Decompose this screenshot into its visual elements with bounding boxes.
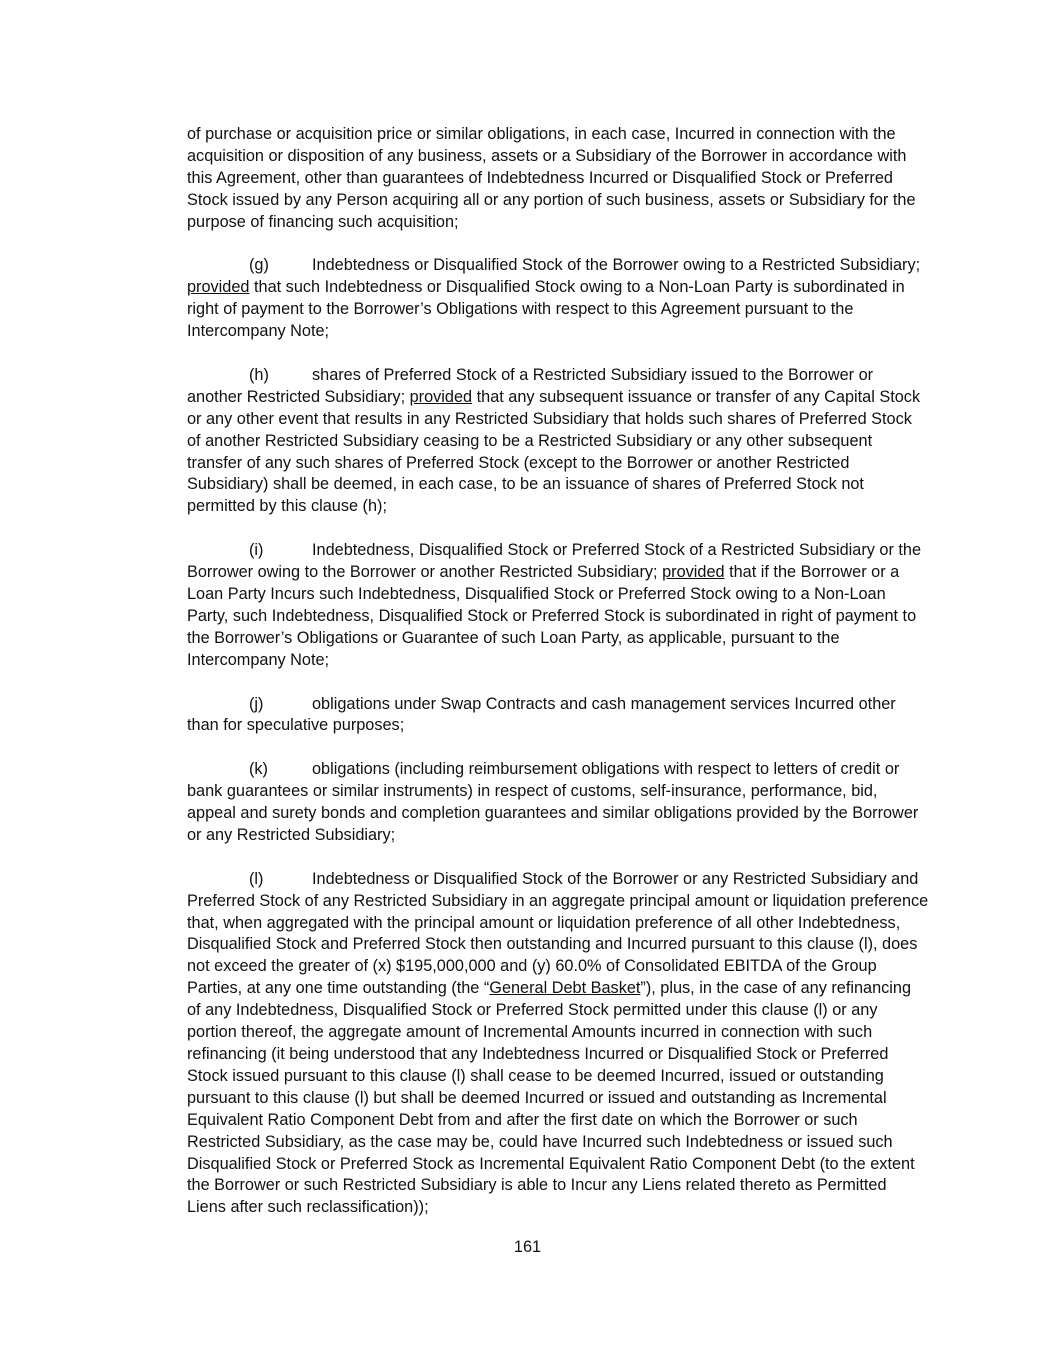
page-number: 161 bbox=[513, 1238, 542, 1256]
clause-label: (k) bbox=[249, 760, 268, 779]
clause-text: shares of Preferred Stock of a Restricted Subsidiary issued to the Borrower or another Restricted Subsidiary; bbox=[187, 365, 874, 406]
clause-j bbox=[187, 694, 929, 738]
clause-text: Indebtedness or Disqualified Stock of the Borrower or any Restricted Subsidiary and Preferred Stock of any Restricted Subsidiary in an aggregate principal amount or liquidation preference that, when aggregated with the principal amount or liquidation preference of all other Indebtedness, Disqualified Stock and Preferred Stock then outstanding and Incurred pursuant to this clause (l), does not exceed the greater of (x) $195,000,000 and (y) 60.0% of Consolidated EBITDA of the Group Parties, at any one time outstanding (the “ bbox=[187, 869, 929, 998]
clause-label: (i) bbox=[249, 541, 264, 560]
clause-k bbox=[187, 759, 929, 847]
lead-paragraph: of purchase or acquisition price or similar obligations, in each case, Incurred in connection with the acquisition or disposition of any business, assets or a Subsidiary of the Borrower in accordance with this Agreement, other than guarantees of Indebtedness Incurred or Disqualified Stock or Preferred Stock issued by any Person acquiring all or any portion of such business, assets or Subsidiary for the purpose of financing such acquisition; bbox=[187, 125, 916, 231]
clause-text: Indebtedness or Disqualified Stock of the Borrower owing to a Restricted Subsidiary; bbox=[312, 256, 921, 275]
clause-label: (h) bbox=[249, 365, 269, 384]
provided-term: provided bbox=[409, 387, 473, 406]
clause-text-continued: that if the Borrower or a Loan Party Incurs such Indebtedness, Disqualified Stock or Preferred Stock owing to a Non-Loan Party, such Indebtedness, Disqualified Stock or Preferred Stock is subordinated in right of payment to the Borrower’s Obligations or Guarantee of such Loan Party, as applicable, pursuant to the Intercompany Note; bbox=[187, 563, 917, 669]
clause-label: (g) bbox=[249, 256, 269, 275]
clause-i bbox=[187, 540, 929, 671]
document-body bbox=[187, 124, 929, 1241]
provided-term: provided bbox=[662, 563, 725, 582]
clause-text-continued: that such Indebtedness or Disqualified Stock owing to a Non-Loan Party is subordinated in right of payment to the Borrower’s Obligations with respect to this Agreement pursuant to the Intercompany Note; bbox=[187, 278, 905, 341]
clause-text-continued: ”), plus, in the case of any refinancing of any Indebtedness, Disqualified Stock or Preferred Stock permitted under this clause (l) or any portion thereof, the aggregate amount of Incremental Amounts incurred in connection with such refinancing (it being understood that any Indebtedness Incurred or Disqualified Stock or Preferred Stock issued pursuant to this clause (l) shall cease to be deemed Incurred, issued or outstanding pursuant to this clause (l) but shall be deemed Incurred or issued and outstanding as Incremental Equivalent Ratio Component Debt from and after the first date on which the Borrower or such Restricted Subsidiary, as the case may be, could have Incurred such Indebtedness or issued such Disqualified Stock or Preferred Stock as Incremental Equivalent Ratio Component Debt (to the extent the Borrower or such Restricted Subsidiary is able to Incur any Liens related thereto as Permitted Liens after such reclassification)); bbox=[187, 979, 915, 1217]
clause-h bbox=[187, 365, 929, 518]
provided-term: provided bbox=[187, 278, 250, 297]
clause-label: (j) bbox=[249, 694, 264, 713]
clause-g bbox=[187, 255, 929, 343]
clause-text: Indebtedness, Disqualified Stock or Preferred Stock of a Restricted Subsidiary or the Borrower owing to the Borrower or another Restricted Subsidiary; bbox=[187, 541, 922, 582]
clause-l bbox=[187, 869, 929, 1220]
clause-label: (l) bbox=[249, 869, 264, 888]
clause-text: obligations under Swap Contracts and cash management services Incurred other than for speculative purposes; bbox=[187, 694, 896, 735]
clause-text: obligations (including reimbursement obligations with respect to letters of credit or bank guarantees or similar instruments) in respect of customs, self-insurance, performance, bid, appeal and surety bonds and completion guarantees and similar obligations provided by the Borrower or any Restricted Subsidiary; bbox=[187, 760, 919, 844]
defined-term-general-debt-basket: General Debt Basket bbox=[489, 979, 641, 998]
clause-text-continued: that any subsequent issuance or transfer of any Capital Stock or any other event that results in any Restricted Subsidiary that holds such shares of Preferred Stock of another Restricted Subsidiary ceasing to be a Restricted Subsidiary or any other subsequent transfer of any such shares of Preferred Stock (except to the Borrower or another Restricted Subsidiary) shall be deemed, in each case, to be an issuance of shares of Preferred Stock not permitted by this clause (h); bbox=[187, 387, 921, 516]
